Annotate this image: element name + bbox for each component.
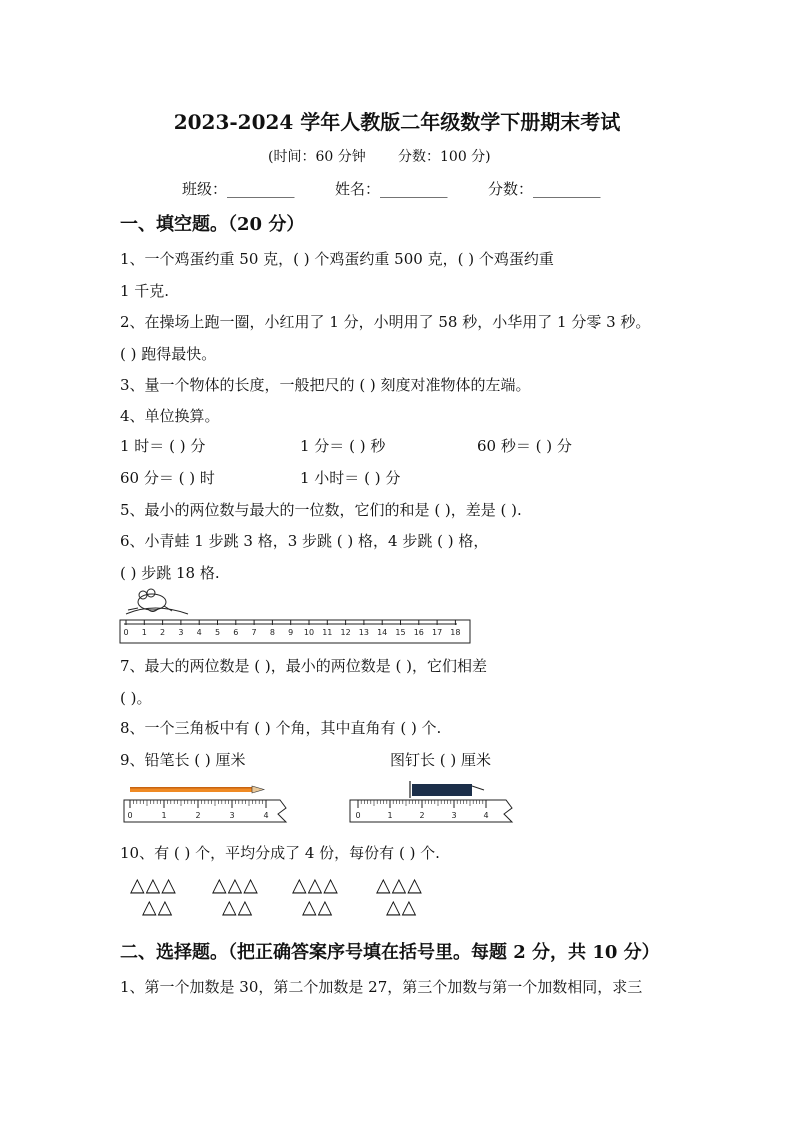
pencil-ruler-tick-label: 3 xyxy=(229,811,235,820)
pencil-ruler-tick-label: 2 xyxy=(195,811,201,820)
triangle-group-4-bottom: △△ xyxy=(386,896,418,918)
number-line-tick-label: 9 xyxy=(288,628,294,637)
number-line-tick-label: 3 xyxy=(178,628,184,637)
conversion-1: 1 时＝ ( ) 分 xyxy=(120,437,206,455)
conversion-3: 60 秒＝ ( ) 分 xyxy=(477,437,572,455)
number-line-tick-label: 18 xyxy=(450,628,461,637)
pin-ruler-tick-label: 2 xyxy=(419,811,425,820)
conversion-2: 1 分＝ ( ) 秒 xyxy=(300,437,386,455)
pin-ruler xyxy=(346,778,522,830)
conversion-5: 1 小时＝ ( ) 分 xyxy=(300,469,401,487)
question-6-line1: 6、小青蛙 1 步跳 3 格，3 步跳 ( ) 格，4 步跳 ( ) 格， xyxy=(120,532,489,550)
triangle-group-2-bottom: △△ xyxy=(222,896,254,918)
section2-heading: 二、选择题。（把正确答案序号填在括号里。每题 2 分，共 10 分） xyxy=(120,942,660,963)
triangle-group-4-top: △△△ xyxy=(376,874,423,896)
question-9-part2: 图钉长 ( ) 厘米 xyxy=(390,751,492,769)
question-4: 4、单位换算。 xyxy=(120,407,220,425)
number-line-tick-label: 1 xyxy=(141,628,147,637)
triangle-group-2-top: △△△ xyxy=(212,874,259,896)
pin-ruler-tick-label: 1 xyxy=(387,811,393,820)
question-7-line1: 7、最大的两位数是 ( )，最小的两位数是 ( )，它们相差 xyxy=(120,657,488,675)
triangle-group-1-bottom: △△ xyxy=(142,896,174,918)
conversion-4: 60 分＝ ( ) 时 xyxy=(120,469,215,487)
number-line-tick-label: 8 xyxy=(269,628,275,637)
section2-question-1: 1、第一个加数是 30，第二个加数是 27，第三个加数与第一个加数相同，求三 xyxy=(120,978,643,996)
number-line-tick-label: 11 xyxy=(322,628,333,637)
question-8: 8、一个三角板中有 ( ) 个角，其中直角有 ( ) 个. xyxy=(120,719,442,737)
number-line-tick-label: 4 xyxy=(196,628,202,637)
score-field: 分数：_________ xyxy=(488,180,601,198)
number-line-tick-label: 13 xyxy=(358,628,369,637)
frog-icon xyxy=(126,589,188,614)
pencil-ruler-tick-label: 0 xyxy=(127,811,133,820)
class-field: 班级：_________ xyxy=(182,180,295,198)
exam-title: 2023-2024 学年人教版二年级数学下册期末考试 xyxy=(173,110,621,134)
question-5: 5、最小的两位数与最大的一位数，它们的和是 ( )，差是 ( ). xyxy=(120,501,522,519)
question-2-line2: ( ) 跑得最快。 xyxy=(120,345,217,363)
pin-ruler-tick-label: 4 xyxy=(483,811,489,820)
pencil-ruler-tick-label: 1 xyxy=(161,811,167,820)
pin-icon xyxy=(410,781,484,798)
time-note: (时间：60 分钟 xyxy=(268,149,366,165)
number-line-tick-label: 17 xyxy=(432,628,443,637)
pencil-icon xyxy=(130,786,264,793)
number-line-tick-label: 12 xyxy=(340,628,351,637)
pencil-ruler-tick-label: 4 xyxy=(263,811,269,820)
number-line-tick-label: 0 xyxy=(123,628,129,637)
number-line-tick-label: 7 xyxy=(251,628,257,637)
question-3: 3、量一个物体的长度，一般把尺的 ( ) 刻度对准物体的左端。 xyxy=(120,376,531,394)
question-10: 10、有 ( ) 个，平均分成了 4 份，每份有 ( ) 个. xyxy=(120,844,440,862)
question-1-line1: 1、一个鸡蛋约重 50 克，( ) 个鸡蛋约重 500 克，( ) 个鸡蛋约重 xyxy=(120,250,554,268)
number-line-tick-label: 15 xyxy=(395,628,406,637)
triangle-group-3-top: △△△ xyxy=(292,874,339,896)
name-field: 姓名：_________ xyxy=(335,180,448,198)
question-6-line2: ( ) 步跳 18 格. xyxy=(120,564,220,582)
number-line-tick-label: 5 xyxy=(214,628,221,637)
triangle-group-1-top: △△△ xyxy=(130,874,177,896)
pin-ruler-tick-label: 3 xyxy=(451,811,457,820)
question-2-line1: 2、在操场上跑一圈，小红用了 1 分，小明用了 58 秒，小华用了 1 分零 3 秒。 xyxy=(120,313,651,331)
triangle-group-3-bottom: △△ xyxy=(302,896,334,918)
number-line-tick-label: 2 xyxy=(160,628,166,637)
pencil-ruler xyxy=(118,778,304,830)
frog-number-line xyxy=(118,584,474,646)
section1-heading: 一、填空题。（20 分） xyxy=(120,214,305,235)
number-line-tick-label: 14 xyxy=(377,628,388,637)
number-line-tick-label: 16 xyxy=(413,628,424,637)
pin-ruler-tick-label: 0 xyxy=(355,811,361,820)
score-note: 分数：100 分) xyxy=(398,149,491,165)
number-line-tick-label: 10 xyxy=(303,628,315,637)
question-7-line2: ( )。 xyxy=(120,689,152,707)
question-9-part1: 9、铅笔长 ( ) 厘米 xyxy=(120,751,246,769)
question-1-line2: 1 千克. xyxy=(120,282,170,300)
number-line-tick-label: 6 xyxy=(233,628,239,637)
